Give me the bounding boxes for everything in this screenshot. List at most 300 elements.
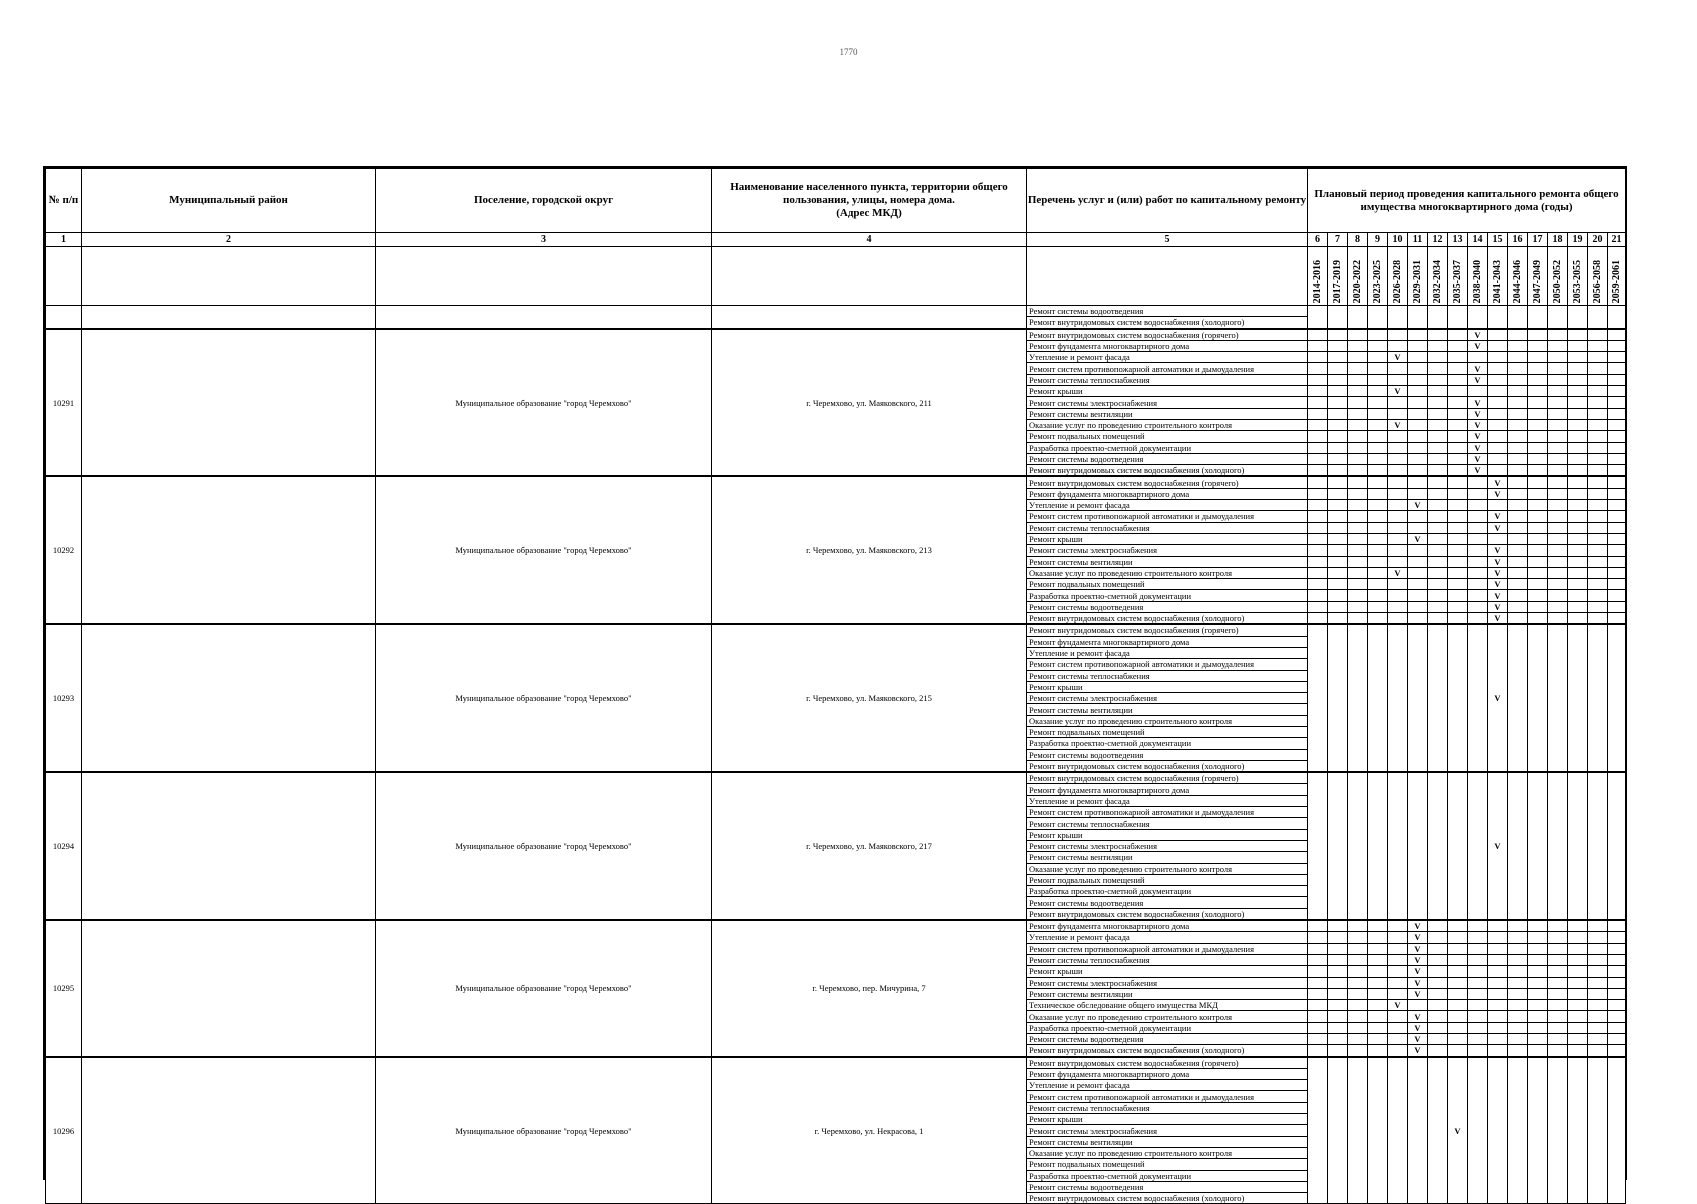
period-cell	[1348, 386, 1368, 397]
period-cell	[1608, 465, 1626, 477]
period-cell	[1528, 1011, 1548, 1022]
period-cell	[1408, 1057, 1428, 1204]
period-cell	[1588, 340, 1608, 351]
period-cell	[1408, 408, 1428, 419]
period-cell	[1468, 500, 1488, 511]
period-cell	[1588, 772, 1608, 920]
period-cell	[1408, 567, 1428, 578]
period-cell	[1508, 567, 1528, 578]
period-cell	[1428, 1045, 1448, 1057]
period-cell	[1448, 533, 1468, 544]
period-cell	[1328, 772, 1348, 920]
work-name: Разработка проектно-сметной документации	[1027, 1170, 1308, 1181]
period-cell	[1608, 386, 1626, 397]
period-cell	[1348, 624, 1368, 772]
period-cell	[1348, 397, 1368, 408]
period-cell	[1608, 317, 1626, 329]
period-cell	[1528, 1045, 1548, 1057]
period-cell	[1428, 966, 1448, 977]
period-cell	[1468, 1000, 1488, 1011]
period-cell	[1508, 943, 1528, 954]
year-header	[1428, 247, 1448, 306]
period-cell	[1308, 590, 1328, 601]
period-cell	[1488, 977, 1508, 988]
period-cell	[1328, 352, 1348, 363]
period-cell	[1588, 977, 1608, 988]
period-cell	[1388, 363, 1408, 374]
record-district	[82, 476, 376, 624]
period-cell	[1368, 500, 1388, 511]
period-cell	[1368, 590, 1388, 601]
period-cell	[1588, 329, 1608, 341]
period-cell	[1488, 1034, 1508, 1045]
record-district	[82, 1057, 376, 1204]
period-cell	[1548, 1045, 1568, 1057]
period-cell	[1308, 1034, 1328, 1045]
work-name: Ремонт системы теплоснабжения	[1027, 1102, 1308, 1113]
period-cell	[1468, 533, 1488, 544]
period-cell	[1368, 556, 1388, 567]
period-cell	[1388, 988, 1408, 999]
period-cell	[1568, 556, 1588, 567]
period-cell	[1608, 419, 1626, 430]
period-cell	[1308, 1057, 1328, 1204]
year-label: 2059-2061	[1610, 259, 1622, 303]
period-cell	[1348, 988, 1368, 999]
period-cell	[1448, 352, 1468, 363]
period-cell	[1368, 977, 1388, 988]
period-mark: V	[1488, 579, 1508, 590]
period-cell	[1488, 329, 1508, 341]
period-cell	[1428, 590, 1448, 601]
period-cell	[1588, 317, 1608, 329]
period-cell	[1308, 352, 1328, 363]
period-cell	[1348, 1057, 1368, 1204]
period-cell	[1608, 1011, 1626, 1022]
period-cell	[1388, 465, 1408, 477]
period-cell	[1448, 920, 1468, 932]
period-cell	[1568, 601, 1588, 612]
period-cell	[1408, 453, 1428, 464]
period-cell	[1548, 522, 1568, 533]
period-mark: V	[1408, 977, 1428, 988]
record-settlement: Муниципальное образование "город Черемхово"	[376, 1057, 712, 1204]
record-address: г. Черемхово, ул. Маяковского, 215	[712, 624, 1027, 772]
period-cell	[1328, 386, 1348, 397]
period-cell	[1568, 374, 1588, 385]
period-cell	[1308, 1045, 1328, 1057]
period-cell	[1448, 590, 1468, 601]
period-cell	[1528, 386, 1548, 397]
period-cell	[1368, 306, 1388, 317]
year-label: 2029-2031	[1411, 259, 1423, 303]
period-cell	[1328, 511, 1348, 522]
period-cell	[1488, 317, 1508, 329]
period-cell	[1608, 431, 1626, 442]
carryover-row	[46, 306, 1626, 317]
period-cell	[1348, 567, 1368, 578]
work-name: Ремонт крыши	[1027, 966, 1308, 977]
period-cell	[1508, 408, 1528, 419]
period-cell	[1468, 1034, 1488, 1045]
empty-cell	[712, 317, 1027, 329]
period-mark: V	[1388, 1000, 1408, 1011]
period-cell	[1388, 374, 1408, 385]
period-cell	[1308, 1011, 1328, 1022]
period-cell	[1488, 408, 1508, 419]
period-cell	[1448, 340, 1468, 351]
period-cell	[1348, 966, 1368, 977]
column-number: 12	[1428, 233, 1448, 247]
period-cell	[1528, 977, 1548, 988]
period-mark: V	[1468, 397, 1488, 408]
work-name: Ремонт внутридомовых систем водоснабжения (холодного)	[1027, 1045, 1308, 1057]
period-cell	[1548, 988, 1568, 999]
work-name: Ремонт системы вентиляции	[1027, 852, 1308, 863]
period-cell	[1548, 511, 1568, 522]
work-name: Ремонт внутридомовых систем водоснабжения (холодного)	[1027, 908, 1308, 920]
period-cell	[1348, 317, 1368, 329]
period-cell	[1448, 613, 1468, 625]
period-cell	[1328, 476, 1348, 488]
period-cell	[1408, 442, 1428, 453]
period-cell	[1428, 522, 1448, 533]
period-cell	[1588, 488, 1608, 499]
work-name: Разработка проектно-сметной документации	[1027, 590, 1308, 601]
period-cell	[1508, 1022, 1528, 1033]
period-mark: V	[1408, 1034, 1428, 1045]
period-mark: V	[1408, 500, 1428, 511]
period-cell	[1328, 567, 1348, 578]
years-spacer	[1027, 247, 1308, 306]
year-header	[1448, 247, 1468, 306]
period-cell	[1368, 419, 1388, 430]
period-cell	[1308, 966, 1328, 977]
record-number: 10294	[46, 772, 82, 920]
period-cell	[1508, 465, 1528, 477]
period-cell	[1308, 340, 1328, 351]
period-cell	[1568, 386, 1588, 397]
period-cell	[1308, 306, 1328, 317]
period-cell	[1448, 1022, 1468, 1033]
period-cell	[1508, 624, 1528, 772]
period-cell	[1548, 476, 1568, 488]
period-cell	[1508, 545, 1528, 556]
period-cell	[1608, 567, 1626, 578]
work-name: Ремонт системы вентиляции	[1027, 556, 1308, 567]
period-cell	[1428, 374, 1448, 385]
period-cell	[1348, 476, 1368, 488]
period-cell	[1588, 1000, 1608, 1011]
period-cell	[1428, 465, 1448, 477]
column-number: 2	[82, 233, 376, 247]
work-name: Ремонт системы электроснабжения	[1027, 840, 1308, 851]
period-cell	[1468, 954, 1488, 965]
period-cell	[1568, 329, 1588, 341]
period-cell	[1548, 772, 1568, 920]
period-cell	[1328, 488, 1348, 499]
period-cell	[1508, 500, 1528, 511]
period-cell	[1368, 317, 1388, 329]
period-cell	[1308, 772, 1328, 920]
period-cell	[1508, 590, 1528, 601]
period-cell	[1528, 306, 1548, 317]
period-cell	[1328, 1045, 1348, 1057]
work-row	[46, 624, 1626, 636]
period-cell	[1348, 511, 1368, 522]
period-cell	[1568, 363, 1588, 374]
period-cell	[1608, 397, 1626, 408]
work-name: Ремонт подвальных помещений	[1027, 726, 1308, 737]
period-cell	[1508, 453, 1528, 464]
period-cell	[1608, 488, 1626, 499]
period-cell	[1448, 397, 1468, 408]
period-cell	[1568, 579, 1588, 590]
period-cell	[1608, 943, 1626, 954]
period-cell	[1388, 613, 1408, 625]
period-cell	[1388, 317, 1408, 329]
period-cell	[1388, 579, 1408, 590]
period-cell	[1468, 567, 1488, 578]
year-header	[1608, 247, 1626, 306]
period-cell	[1308, 567, 1328, 578]
period-cell	[1588, 306, 1608, 317]
period-cell	[1468, 317, 1488, 329]
period-cell	[1608, 511, 1626, 522]
period-cell	[1528, 988, 1548, 999]
period-cell	[1608, 920, 1626, 932]
header-address-line1: Наименование населенного пункта, территории общего	[730, 181, 1008, 193]
period-cell	[1448, 453, 1468, 464]
column-number: 13	[1448, 233, 1468, 247]
column-number: 7	[1328, 233, 1348, 247]
period-cell	[1388, 306, 1408, 317]
period-cell	[1388, 408, 1408, 419]
period-mark: V	[1408, 966, 1428, 977]
work-name: Оказание услуг по проведению строительного контроля	[1027, 1147, 1308, 1158]
period-cell	[1428, 329, 1448, 341]
period-cell	[1428, 352, 1448, 363]
work-row	[46, 329, 1626, 341]
work-name: Разработка проектно-сметной документации	[1027, 1022, 1308, 1033]
period-cell	[1588, 397, 1608, 408]
period-cell	[1608, 352, 1626, 363]
period-cell	[1368, 545, 1388, 556]
period-cell	[1308, 545, 1328, 556]
period-cell	[1388, 966, 1408, 977]
period-cell	[1408, 419, 1428, 430]
period-cell	[1568, 1022, 1588, 1033]
period-cell	[1468, 488, 1488, 499]
header-works: Перечень услуг и (или) работ по капитальному ремонту	[1027, 169, 1308, 233]
work-name: Ремонт крыши	[1027, 1114, 1308, 1125]
period-cell	[1308, 363, 1328, 374]
period-cell	[1348, 772, 1368, 920]
column-number: 18	[1548, 233, 1568, 247]
period-cell	[1428, 954, 1448, 965]
period-cell	[1308, 1000, 1328, 1011]
period-cell	[1568, 397, 1588, 408]
period-cell	[1488, 1011, 1508, 1022]
period-cell	[1608, 476, 1626, 488]
period-cell	[1348, 579, 1368, 590]
period-cell	[1468, 590, 1488, 601]
period-cell	[1448, 363, 1468, 374]
period-cell	[1428, 920, 1448, 932]
period-cell	[1548, 556, 1568, 567]
period-cell	[1468, 545, 1488, 556]
year-label: 2038-2040	[1471, 259, 1483, 303]
period-cell	[1308, 511, 1328, 522]
period-cell	[1368, 920, 1388, 932]
period-cell	[1528, 613, 1548, 625]
period-cell	[1528, 954, 1548, 965]
period-cell	[1568, 1000, 1588, 1011]
year-label: 2035-2037	[1451, 259, 1463, 303]
work-name: Ремонт внутридомовых систем водоснабжения (холодного)	[1027, 1193, 1308, 1204]
record-number: 10292	[46, 476, 82, 624]
period-cell	[1608, 624, 1626, 772]
period-cell	[1528, 556, 1548, 567]
period-cell	[1408, 613, 1428, 625]
period-cell	[1388, 431, 1408, 442]
period-cell	[1368, 386, 1388, 397]
period-cell	[1468, 1011, 1488, 1022]
work-name: Утепление и ремонт фасада	[1027, 1080, 1308, 1091]
period-cell	[1308, 556, 1328, 567]
period-cell	[1468, 1057, 1488, 1204]
period-cell	[1568, 352, 1588, 363]
period-cell	[1388, 488, 1408, 499]
period-cell	[1588, 1022, 1608, 1033]
column-number: 15	[1488, 233, 1508, 247]
record-address: г. Черемхово, ул. Маяковского, 211	[712, 329, 1027, 477]
work-name: Ремонт крыши	[1027, 681, 1308, 692]
work-name: Ремонт систем противопожарной автоматики и дымоудаления	[1027, 659, 1308, 670]
period-cell	[1368, 954, 1388, 965]
period-cell	[1488, 386, 1508, 397]
column-number: 11	[1408, 233, 1428, 247]
period-cell	[1448, 408, 1468, 419]
period-cell	[1308, 453, 1328, 464]
period-cell	[1348, 306, 1368, 317]
period-cell	[1568, 488, 1588, 499]
period-cell	[1528, 1057, 1548, 1204]
period-cell	[1548, 363, 1568, 374]
period-cell	[1328, 954, 1348, 965]
carryover-row	[46, 317, 1626, 329]
period-mark: V	[1408, 1045, 1428, 1057]
empty-cell	[46, 306, 82, 317]
work-name: Ремонт крыши	[1027, 533, 1308, 544]
record-number: 10293	[46, 624, 82, 772]
period-cell	[1368, 1022, 1388, 1033]
years-spacer	[46, 247, 82, 306]
period-cell	[1528, 920, 1548, 932]
period-cell	[1308, 533, 1328, 544]
period-mark: V	[1408, 932, 1428, 943]
work-name: Ремонт систем противопожарной автоматики и дымоудаления	[1027, 1091, 1308, 1102]
period-cell	[1488, 306, 1508, 317]
period-cell	[1468, 966, 1488, 977]
period-cell	[1468, 932, 1488, 943]
period-mark: V	[1488, 601, 1508, 612]
period-mark: V	[1468, 465, 1488, 477]
period-cell	[1388, 920, 1408, 932]
year-header	[1488, 247, 1508, 306]
work-name: Ремонт системы вентиляции	[1027, 988, 1308, 999]
year-label: 2014-2016	[1311, 259, 1323, 303]
period-cell	[1408, 431, 1428, 442]
record-address: г. Черемхово, ул. Маяковского, 217	[712, 772, 1027, 920]
period-cell	[1588, 954, 1608, 965]
period-cell	[1568, 966, 1588, 977]
period-cell	[1428, 1057, 1448, 1204]
period-cell	[1428, 511, 1448, 522]
work-name: Утепление и ремонт фасада	[1027, 932, 1308, 943]
period-cell	[1408, 1000, 1428, 1011]
period-cell	[1488, 533, 1508, 544]
year-header	[1568, 247, 1588, 306]
period-cell	[1348, 374, 1368, 385]
period-cell	[1348, 601, 1368, 612]
period-cell	[1588, 1045, 1608, 1057]
period-mark: V	[1488, 772, 1508, 920]
period-cell	[1568, 306, 1588, 317]
period-cell	[1548, 601, 1568, 612]
period-cell	[1488, 397, 1508, 408]
record-address: г. Черемхово, ул. Некрасова, 1	[712, 1057, 1027, 1204]
period-cell	[1368, 522, 1388, 533]
period-cell	[1348, 1034, 1368, 1045]
work-name: Ремонт системы водоотведения	[1027, 601, 1308, 612]
period-cell	[1488, 500, 1508, 511]
period-cell	[1408, 363, 1428, 374]
period-cell	[1328, 932, 1348, 943]
period-cell	[1528, 601, 1548, 612]
period-cell	[1608, 932, 1626, 943]
period-cell	[1328, 579, 1348, 590]
page-number: 1770	[839, 47, 858, 57]
period-cell	[1508, 522, 1528, 533]
period-cell	[1468, 613, 1488, 625]
period-cell	[1368, 488, 1388, 499]
period-cell	[1328, 533, 1348, 544]
period-cell	[1528, 374, 1548, 385]
period-cell	[1308, 408, 1328, 419]
column-number: 16	[1508, 233, 1528, 247]
work-name: Ремонт фундамента многоквартирного дома	[1027, 340, 1308, 351]
period-mark: V	[1488, 590, 1508, 601]
work-name: Ремонт системы водоотведения	[1027, 453, 1308, 464]
work-name: Оказание услуг по проведению строительного контроля	[1027, 1011, 1308, 1022]
period-cell	[1388, 533, 1408, 544]
period-cell	[1328, 966, 1348, 977]
period-cell	[1568, 419, 1588, 430]
work-name: Ремонт систем противопожарной автоматики и дымоудаления	[1027, 511, 1308, 522]
period-cell	[1328, 374, 1348, 385]
header-address	[712, 169, 1027, 233]
period-cell	[1548, 920, 1568, 932]
period-cell	[1388, 977, 1408, 988]
work-name: Разработка проектно-сметной документации	[1027, 738, 1308, 749]
period-cell	[1348, 419, 1368, 430]
empty-cell	[712, 306, 1027, 317]
period-cell	[1428, 624, 1448, 772]
period-cell	[1328, 522, 1348, 533]
period-cell	[1548, 340, 1568, 351]
period-mark: V	[1468, 374, 1488, 385]
